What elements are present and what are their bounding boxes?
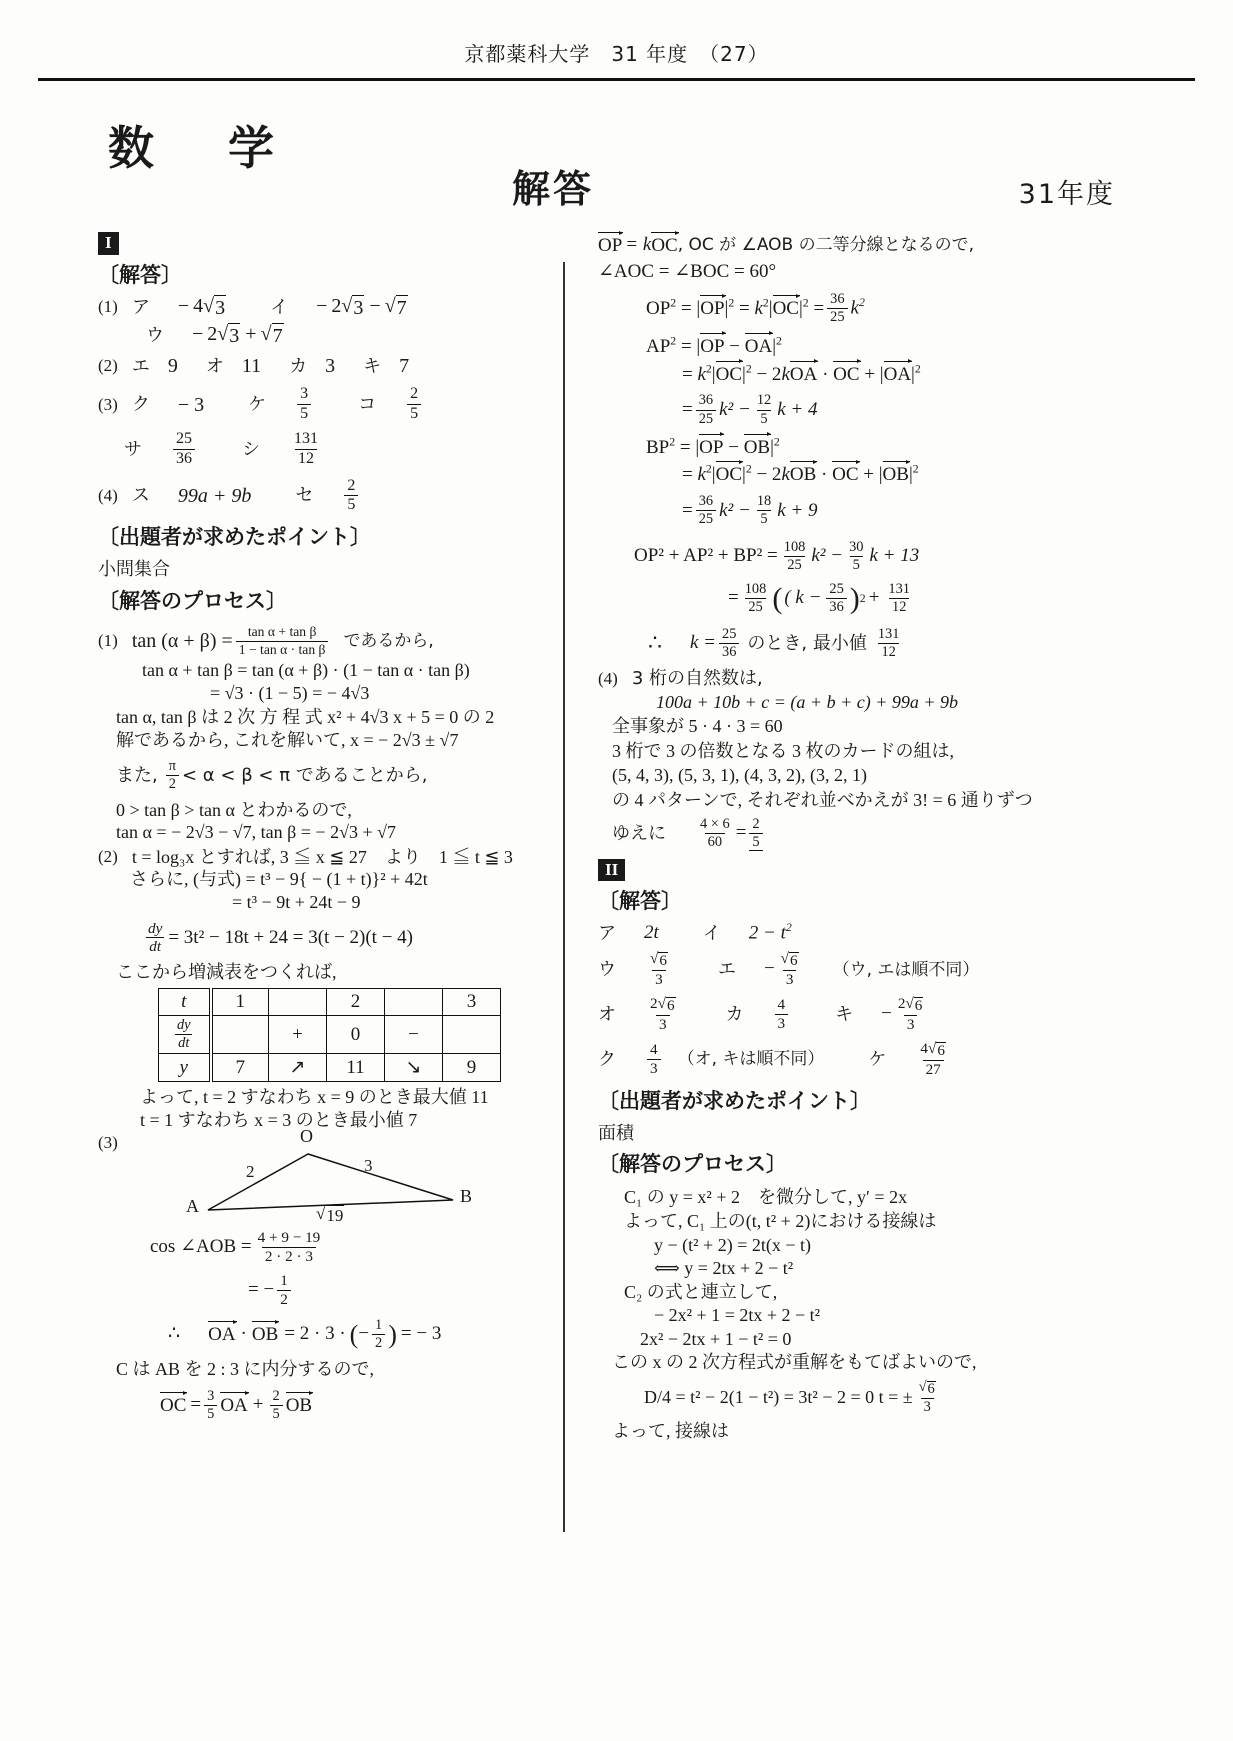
right-line-12: ∴ k = $\frac{25}{36}$ のとき, 最小値 $\frac{131}{12}$ [648,625,900,660]
left-column [98,228,568,1422]
process-3-line-1: cos ∠AOB = $\frac{4 + 9 - 19}{2 \cdot 2 \cdot 3}$ [150,1228,321,1265]
answer-value-a: − 4 √ 3 [177,295,226,320]
proc2-line-9: D/4 = t² − 2(1 − t²) = 3t² − 2 = 0 t = ± √ 6 3 [644,1379,935,1416]
vector-OB-2: OB [286,1392,312,1418]
process-2-line-4: $\frac{dy}{dt}$ = 3t² − 18t + 24 = 3(t − 2)(t − 4) [148,919,414,956]
answer-row-3: (3) ク − 3 ケ $\frac{3}{5}$ コ $\frac{2}{5}$ [98,386,568,423]
answer-value-sa: $\frac{25}{36}$ [173,431,195,468]
proc2-line-3: y − (t² + 2) = 2t(x − t) [654,1234,811,1255]
proc2-line-6: − 2x² + 1 = 2tx + 2 − t² [654,1305,821,1326]
vector-OA: OA [208,1321,235,1347]
vertex-label-A: A [186,1195,199,1216]
page-title-year: 31年度 [1018,179,1115,210]
right-line-4: $AP^2 = |OP - OA|^2$ [646,334,782,357]
right-p4-line-5: (5, 4, 3), (5, 3, 1), (4, 3, 2), (3, 2, 1) [612,765,867,786]
vertex-label-O: O [300,1125,313,1146]
process-3-line-2: = − $\frac{1}{2}$ [98,1273,568,1308]
vector-OA-2: OA [220,1392,247,1418]
right-line-3: $OP^2 = |OP|^2 = k^2|OC|^2$ = $\frac{36}{25}$ $k^2$ [646,290,865,325]
process-1-line-8: tan α = − 2√3 − √7, tan β = − 2√3 + √7 [116,822,396,843]
process-3-line-3: ∴ OA · OB = 2 · 3 · ( − $\frac{1}{2}$ ) = − 3 [168,1316,442,1351]
process-heading-1: 〔解答のプロセス〕 [98,588,287,613]
point-heading-1: 〔出題者が求めたポイント〕 [98,525,371,550]
right-p4-line-4: 3 桁で 3 の倍数となる 3 枚のカードの組は, [612,740,954,761]
proc2-line-5: C₂ の式と連立して, [624,1281,778,1302]
right-p4-line-3: 全事象が 5 · 4 · 3 = 60 [612,716,783,737]
point-body-2: 面積 [598,1123,634,1145]
process-3-line-5: OC = $\frac{3}{5}$ OA + $\frac{2}{5}$ OB [160,1387,313,1422]
vector-OC: OC [160,1392,186,1418]
process-1-line-5: 解であるから, これを解いて, x = − 2√3 ± √7 [116,729,459,750]
process-2-line-7: t = 1 すなわち x = 3 のとき最小値 7 [140,1109,418,1130]
right-line-10: OP² + AP² + BP² = $\frac{108}{25}$ k² − $\frac{30}{5}$ k + 13 [634,538,920,573]
answer2-value-u: √ 6 3 [650,950,667,989]
process-2-line-2: さらに, (与式) = t³ − 9{ − (1 + t)}² + 42t [130,869,428,890]
answer2-row-2: ウ √ 6 3 エ − √ 6 3 （ウ, エは順不同） [598,950,980,989]
process-2-line-3: = t³ − 9t + 24t − 9 [232,891,361,912]
triangle-svg [188,1132,518,1224]
process-2-line-5: ここから増減表をつくれば, [116,962,337,983]
table-row: $\frac{dy}{dt}$ + 0 − [159,1016,501,1054]
answer-value-i: − 2 √ 3 − √ 7 [316,295,407,320]
right-line-9: = $\frac{36}{25}$ k² − $\frac{18}{5}$ k + 9 [682,493,818,528]
triangle-figure [186,1125,518,1225]
point-heading-2: 〔出題者が求めたポイント〕 [598,1089,871,1114]
section-badge-2: II [598,859,1068,882]
vector-OC-r: OC [651,232,677,258]
header-rule [38,78,1195,81]
answers-heading-1: 〔解答〕 [98,262,182,287]
proc2-line-4: ⟺ y = 2tx + 2 − t² [654,1258,794,1279]
right-line-8: = $k^2|OC|^2 - 2kOB$ · OC + $|OB|^2$ [682,463,919,486]
answer-value-ke: $\frac{3}{5}$ [297,386,311,423]
table-row: t 1 2 3 [159,989,501,1016]
variation-table [158,988,501,1082]
process-2-line-1: (2) t = log₃x とすれば, 3 ≦ x ≦ 27 より 1 ≦ t ≦ 3 [98,846,513,867]
right-line-11: = $\frac{108}{25}$ ( ( k − $\frac{25}{36}$ ) 2 + $\frac{131}{12}$ [728,581,910,616]
answer-row-4: (4) ス 99a + 9b セ $\frac{2}{5}$ [98,478,568,515]
vector-OB: OB [252,1321,278,1347]
right-line-2: ∠AOC = ∠BOC = 60° [598,260,777,282]
proc2-line-8: この x の 2 次方程式が重解をもてばよいので, [612,1352,977,1373]
right-line-7: $BP^2 = |OP - OB|^2$ [646,435,780,458]
process-1-line-1: (1) tan (α + β) = $\frac{\text{tan α + tan β}}{\text{1 − tan α · tan β}}$ であるから, [98,624,434,657]
side-label-OA: 2 [246,1161,255,1181]
right-p4-line-7: ゆえに $\frac{4 \times 6}{60}$ = $\frac{2}{5}$ [598,817,1068,851]
process-heading-2: 〔解答のプロセス〕 [598,1152,787,1177]
proc2-line-2: よって, C₁ 上の(t, t² + 2)における接線は [624,1210,937,1231]
answer-value-shi: $\frac{131}{12}$ [294,430,318,467]
answer2-value-ku: $\frac{4}{3}$ [647,1042,661,1077]
answer2-value-o: 2 √ 6 3 [650,995,675,1034]
process-2-line-6: よって, t = 2 すなわち x = 9 のとき最大値 11 [140,1087,489,1108]
page-header: 京都薬科大学 31 年度 （27） [464,42,769,66]
vector-OP: OP [598,232,622,258]
right-line-5: = $k^2|OC|^2 - 2kOA$ · OC + $|OA|^2$ [682,362,921,385]
cell-dydt-label: $\frac{dy}{dt}$ [159,1016,211,1054]
side-label-AB: √ 19 [316,1203,344,1225]
right-line-1: OP = k OC , OC が ∠AOB の二等分線となるので, [598,233,975,256]
right-column [598,228,1068,1443]
right-p4-line-2: 100a + 10b + c = (a + b + c) + 99a + 9b [656,691,958,712]
point-body-1: 小問集合 [98,559,170,581]
process-1-line-2: tan α + tan β = tan (α + β) · (1 − tan α · tan β) [142,659,470,680]
process-3-line-4: C は AB を 2 : 3 に内分するので, [116,1358,375,1379]
answer-row-2: (2) エ 9 オ 11 カ 3 キ 7 [98,355,410,378]
side-label-OB: 3 [364,1155,373,1175]
answer2-row-3: オ 2 √ 6 3 カ $\frac{4}{3}$ キ − 2 √ 6 3 [598,996,1068,1033]
answers-heading-2: 〔解答〕 [598,889,682,914]
answer2-value-ke: 4 √ 6 27 [920,1040,945,1079]
right-line-6: = $\frac{36}{25}$ k² − $\frac{12}{5}$ k + 4 [682,392,818,427]
process-3-label: (3) [98,1133,118,1153]
answer-row-1: (1) ア − 4 √ 3 イ − 2 √ 3 − √ 7 [98,295,407,320]
process-1-line-3: = √3 · (1 − 5) = − 4√3 [210,682,370,703]
process-1-line-4: tan α, tan β は 2 次 方 程 式 x² + 4√3 x + 5 = 0 の 2 [116,707,495,728]
page-title-answer: 解答 [512,167,595,211]
answer-row-3b: サ $\frac{25}{36}$ シ $\frac{131}{12}$ [98,431,568,468]
answer-value-ko: $\frac{2}{5}$ [407,386,421,423]
right-p4-line-1: (4) 3 桁の自然数は, [598,668,763,690]
proc2-line-7: 2x² − 2tx + 1 − t² = 0 [640,1328,792,1349]
process-1-line-6: また, $\frac{\pi}{2}$ < α < β < π であることから, [116,758,428,793]
answer2-row-4: ク $\frac{4}{3}$ （オ, キは順不同） ケ 4 √ 6 27 [598,1041,1068,1078]
right-p4-line-6: の 4 パターンで, それぞれ並べかえが 3! = 6 通りずつ [612,790,1033,810]
answer-value-se: $\frac{2}{5}$ [344,478,358,515]
proc2-line-1: C₁ の y = x² + 2 を微分して, y′ = 2x [624,1187,908,1208]
proc2-line-10: よって, 接線は [612,1421,729,1442]
answer2-row-1: ア 2t イ $2 - t^2$ [598,921,792,944]
answer2-value-e: √ 6 3 [780,950,798,989]
answer-row-1b: ウ − 2 √ 3 + √ 7 [146,323,283,348]
answer2-value-ki: 2 √ 6 3 [897,995,923,1034]
answer-value-u: − 2 √ 3 + √ 7 [192,323,283,348]
process-1-line-7: 0 > tan β > tan α とわかるので, [116,799,352,820]
answer2-value-ka: $\frac{4}{3}$ [775,997,789,1032]
variation-table-wrap [98,988,568,1082]
page-title-subject: 数 学 [108,121,288,175]
vertex-label-B: B [460,1185,473,1206]
table-row: y 7 ↗ 11 ↘ 9 [159,1054,501,1082]
section-badge-1: I [98,232,568,255]
